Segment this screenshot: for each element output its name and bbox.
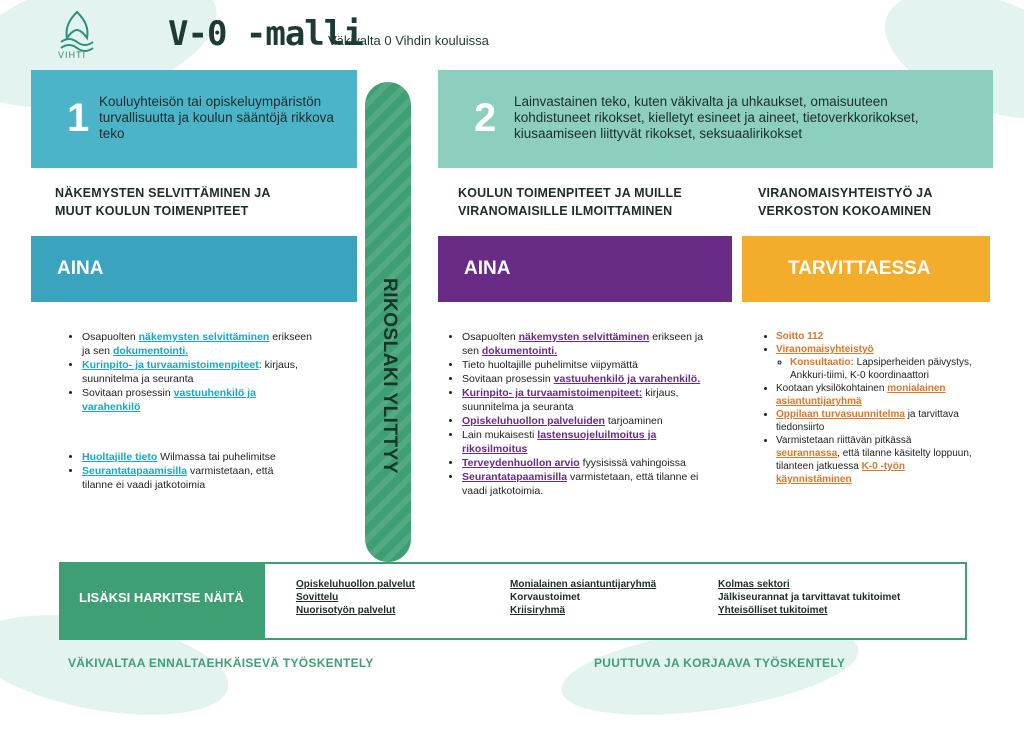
list-item: • Opiskeluhuollon palveluiden tarjoaminen — [462, 414, 712, 428]
consider-link[interactable]: Opiskeluhuollon palvelut — [296, 579, 415, 590]
consider-col-1 — [296, 578, 415, 617]
list-item: • Sovitaan prosessin vastuuhenkilö ja varahenkilö. — [462, 372, 712, 386]
band-label: AINA — [57, 258, 104, 279]
consider-link[interactable]: Kolmas sektori — [718, 579, 790, 590]
list-item: • Sovitaan prosessin vastuuhenkilö ja varahenkilö — [82, 386, 312, 414]
consider-label: LISÄKSI HARKITSE NÄITÄ — [79, 590, 244, 605]
list-item: • Viranomaisyhteistyö ◦ Konsultaatio: Lapsiperheiden päivystys, Ankkuri-tiimi, K-0 koordinaattori — [776, 343, 976, 382]
band-label: TARVITTAESSA — [788, 258, 931, 279]
list-item: • Terveydenhuollon arvio fyysisissä vahingoissa — [462, 456, 712, 470]
list-item: • Kurinpito- ja turvaamistoimenpiteet: kirjaus, suunnitelma ja seuranta — [82, 358, 312, 386]
logo-text: VIHTI — [58, 50, 87, 60]
consider-item: Korvaustoimet — [510, 592, 581, 603]
consider-link[interactable]: Monialainen asiantuntijaryhmä — [510, 579, 657, 590]
col1-list-b — [68, 450, 292, 492]
col1-heading: NÄKEMYSTEN SELVITTÄMINEN JA MUUT KOULUN TOIMENPITEET — [55, 186, 271, 218]
aina-band-2 — [438, 236, 732, 302]
list-item: • Osapuolten näkemysten selvittäminen erikseen ja sen dokumentointi. — [82, 330, 312, 358]
vihti-logo — [55, 8, 99, 56]
list-item: • Tieto huoltajille puhelimitse viipymättä — [462, 358, 712, 372]
list-item: • Varmistetaan riittävän pitkässä seurannassa, että tilanne käsitelty loppuun, tilanteen jatkuessa K-0 -työn käynnistäminen — [776, 434, 976, 486]
page-title: V-0 -malli — [168, 14, 363, 54]
list-item: • Lain mukaisesti lastensuojeluilmoitus ja rikosilmoitus — [462, 428, 712, 456]
consider-label-box — [59, 562, 265, 638]
list-item: • Soitto 112 — [776, 330, 976, 343]
list-item: • Oppilaan turvasuunnitelma ja tarvittava tiedonsiirto — [776, 408, 976, 434]
category-1-number: 1 — [67, 96, 90, 140]
category-2-box — [438, 70, 993, 168]
category-1-box — [31, 70, 357, 168]
consider-item: Jälkiseurannat ja tarvittavat tukitoimet — [718, 592, 901, 603]
pillar-label: RIKOSLAKI YLITTYY — [379, 277, 400, 475]
list-item: • Huoltajille tieto Wilmassa tai puhelimitse — [82, 450, 292, 464]
footer-left: VÄKIVALTAA ENNALTAEHKÄISEVÄ TYÖSKENTELY — [68, 656, 374, 670]
tarvittaessa-band — [742, 236, 990, 302]
col2-heading: KOULUN TOIMENPITEET JA MUILLE VIRANOMAISILLE ILMOITTAMINEN — [458, 186, 682, 218]
list-item: • Seurantatapaamisilla varmistetaan, että tilanne ei vaadi jatkotoimia. — [462, 470, 712, 498]
col2-list — [448, 330, 712, 498]
consider-link[interactable]: Sovittelu — [296, 592, 339, 603]
list-item: • Seurantatapaamisilla varmistetaan, että tilanne ei vaadi jatkotoimia — [82, 464, 292, 492]
col3-heading: VIRANOMAISYHTEISTYÖ JA VERKOSTON KOKOAMINEN — [758, 186, 933, 218]
consider-link[interactable]: Yhteisölliset tukitoimet — [718, 605, 828, 616]
consider-link[interactable]: Nuorisotyön palvelut — [296, 605, 396, 616]
list-item: • Kurinpito- ja turvaamistoimenpiteet: kirjaus, suunnitelma ja seuranta — [462, 386, 712, 414]
consider-col-3 — [718, 578, 900, 617]
category-1-text: Kouluyhteisön tai opiskeluympäristön turvallisuutta ja koulun sääntöjä rikkova teko — [99, 94, 334, 141]
col3-list — [762, 330, 976, 486]
aina-band-1 — [31, 236, 357, 302]
consider-link[interactable]: Kriisiryhmä — [510, 605, 566, 616]
list-item: • Kootaan yksilökohtainen monialainen asiantuntijaryhmä — [776, 382, 976, 408]
criminal-law-pillar — [365, 82, 411, 562]
col1-list-a — [68, 330, 312, 414]
consider-col-2 — [510, 578, 656, 617]
footer-right: PUUTTUVA JA KORJAAVA TYÖSKENTELY — [594, 656, 846, 670]
category-2-text: Lainvastainen teko, kuten väkivalta ja uhkaukset, omaisuuteen kohdistuneet rikokset, kielletyt esineet ja aineet, tietoverkkorikokset, kiusaamiseen liittyvät rikokset, seksuaalirikokset — [514, 94, 919, 141]
list-item: • Osapuolten näkemysten selvittäminen erikseen ja sen dokumentointi. — [462, 330, 712, 358]
band-label: AINA — [464, 258, 511, 279]
page-subtitle: Väkivalta 0 Vihdin kouluissa — [328, 33, 489, 48]
category-2-number: 2 — [474, 96, 497, 140]
sub-list-item: ◦ Konsultaatio: Lapsiperheiden päivystys, Ankkuri-tiimi, K-0 koordinaattori — [790, 356, 976, 382]
logo-icon — [55, 8, 99, 52]
